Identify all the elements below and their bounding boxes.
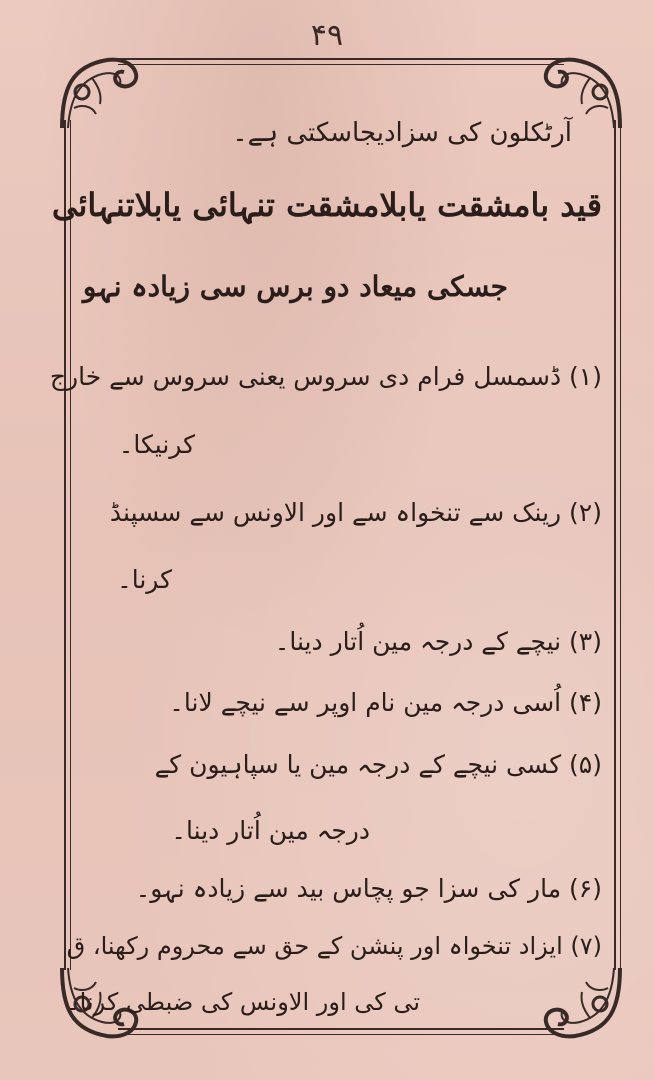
list-item: (۱) ڈسمسل فرام دی سروس یعنی سروس سے خارج xyxy=(49,362,602,391)
list-item: کرنیکا۔ xyxy=(118,430,195,459)
list-item: (۷) ایزاد تنخواہ اور پنشن کے حق سے محروم رکھنا، ق xyxy=(66,932,602,960)
list-item: کرنا۔ xyxy=(117,565,172,594)
list-item: (۲) رینک سے تنخواہ سے اور الاونس سے سسپنڈ xyxy=(109,498,602,527)
page-number: ۴۹ xyxy=(310,18,344,53)
list-item: تی کی اور الاونس کی ضبطی کرنا۔ xyxy=(65,988,420,1016)
list-item: درجہ مین اُتار دینا۔ xyxy=(171,816,370,845)
list-item: (۶) مار کی سزا جو پچاس بید سے زیادہ نہو۔ xyxy=(135,874,602,903)
section-heading: قید بامشقت یابلامشقت تنہائی یابلاتنہائی xyxy=(51,186,602,224)
list-item: (۵) کسی نیچے کے درجہ مین یا سپاہیون کے xyxy=(154,750,602,779)
list-item: (۳) نیچے کے درجہ مین اُتار دینا۔ xyxy=(274,627,602,656)
list-item: (۴) اُسی درجہ مین نام اوپر سے نیچے لانا۔ xyxy=(169,688,602,717)
intro-line: آرٹکلون کی سزادیجاسکتی ہے۔ xyxy=(232,118,572,148)
page-content xyxy=(49,110,610,1030)
section-subheading: جسکی میعاد دو برس سی زیادہ نہو xyxy=(82,270,508,303)
